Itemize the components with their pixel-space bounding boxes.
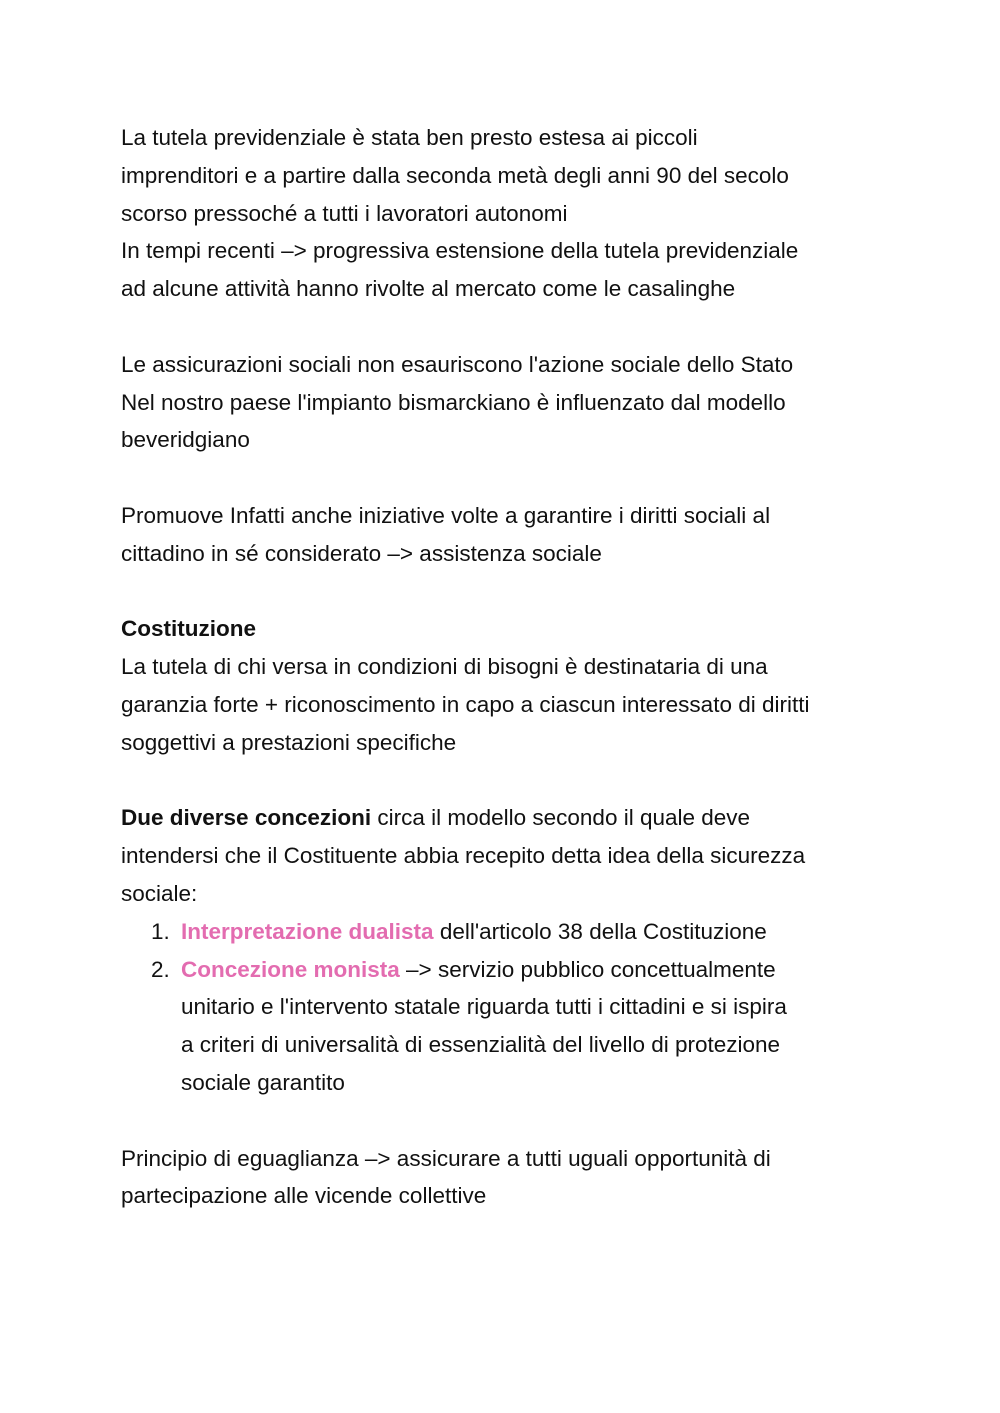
list-item (151, 913, 881, 951)
paragraph-spacer (121, 762, 881, 800)
text-line: Principio di eguaglianza –> assicurare a tutti uguali opportunità di (121, 1145, 771, 1171)
lead-rest-text: circa il modello secondo il quale deve (371, 805, 751, 831)
list-number: 2. (151, 956, 170, 982)
text-line: La tutela previdenziale è stata ben presto estesa ai piccoli (121, 125, 698, 150)
text-line: cittadino in sé considerato –> assistenza sociale (121, 540, 602, 566)
paragraph-assistenza-sociale (121, 497, 881, 573)
list-item-rest: –> servizio pubblico concettualmente (399, 956, 776, 982)
text-line: soggettivi a prestazioni specifiche (121, 729, 457, 755)
text-line: Le assicurazioni sociali non esauriscono l'azione sociale dello Stato (121, 351, 794, 377)
highlight-text: Concezione monista (181, 956, 400, 982)
text-line (121, 799, 881, 837)
text-line (181, 913, 881, 951)
text-line: Nel nostro paese l'impianto bismarckiano è influenzato dal modello (121, 389, 786, 415)
text-line: sociale: (121, 880, 198, 906)
paragraph-due-concezioni (121, 799, 881, 912)
text-line: ad alcune attività hanno rivolte al mercato come le casalinghe (121, 276, 736, 302)
text-line: In tempi recenti –> progressiva estensione della tutela previdenziale (121, 238, 799, 264)
list-item (151, 951, 881, 1102)
text-line: unitario e l'intervento statale riguarda tutti i cittadini e si ispira (181, 994, 787, 1020)
section-heading: Costituzione (121, 616, 256, 642)
text-line (181, 951, 881, 989)
text-line: scorso pressoché a tutti i lavoratori autonomi (121, 200, 568, 226)
paragraph-spacer (121, 573, 881, 611)
paragraph-tutela-previdenziale (121, 119, 881, 308)
text-line: beveridgiano (121, 427, 250, 453)
paragraph-principio-eguaglianza (121, 1140, 881, 1216)
bold-lead-text: Due diverse concezioni (121, 805, 372, 831)
text-line: imprenditori e a partire dalla seconda metà degli anni 90 del secolo (121, 162, 789, 188)
text-line: La tutela di chi versa in condizioni di bisogni è destinataria di una (121, 654, 768, 680)
paragraph-assicurazioni-sociali (121, 346, 881, 459)
text-line: Promuove Infatti anche iniziative volte a garantire i diritti sociali al (121, 502, 771, 528)
text-line: intendersi che il Costituente abbia recepito detta idea della sicurezza (121, 843, 806, 869)
text-line: a criteri di universalità di essenzialità del livello di protezione (181, 1032, 781, 1058)
paragraph-spacer (121, 308, 881, 346)
highlight-text: Interpretazione dualista (181, 918, 434, 944)
paragraph-spacer (121, 1102, 881, 1140)
document-page (121, 119, 881, 1215)
concezioni-list (121, 913, 881, 1102)
text-line: sociale garantito (181, 1069, 345, 1095)
text-line: partecipazione alle vicende collettive (121, 1183, 487, 1209)
list-number: 1. (151, 918, 170, 944)
list-item-rest: dell'articolo 38 della Costituzione (433, 918, 767, 944)
paragraph-costituzione (121, 610, 881, 761)
text-line: garanzia forte + riconoscimento in capo a ciascun interessato di diritti (121, 691, 810, 717)
paragraph-spacer (121, 459, 881, 497)
